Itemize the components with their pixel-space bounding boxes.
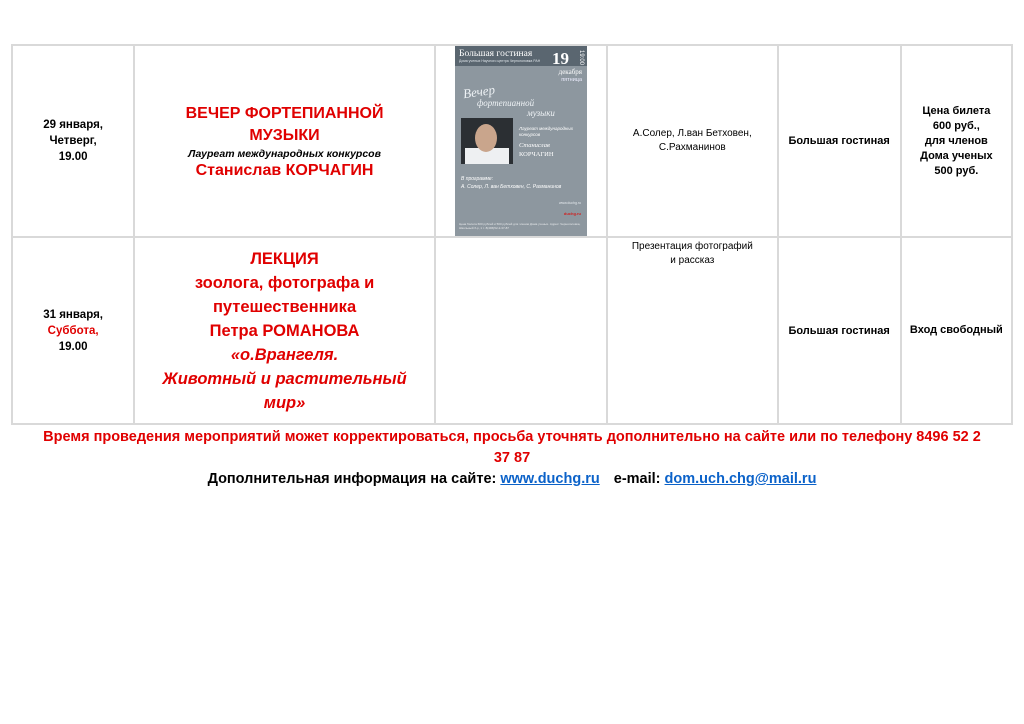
- program-cell: [607, 237, 777, 424]
- site-link[interactable]: www.duchg.ru: [500, 471, 600, 487]
- lecture-line: путешественника: [212, 297, 357, 316]
- poster-laureate: Лауреат международных конкурсов: [519, 126, 573, 137]
- lecture-topic-line: «о.Врангеля.: [230, 345, 339, 364]
- place-cell: Большая гостиная: [778, 237, 901, 424]
- lecture-line: Петра РОМАНОВА: [209, 321, 360, 340]
- price-line: 500 руб.: [934, 164, 979, 177]
- contact-info: [0, 469, 1024, 490]
- event-cell: [134, 237, 435, 424]
- program-line: С.Рахманинов: [658, 142, 726, 153]
- event-title-line: МУЗЫКИ: [249, 126, 320, 144]
- poster-logo: duchg.ru: [563, 211, 581, 216]
- poster-last-name: КОРЧАГИН: [519, 151, 554, 158]
- schedule-table: [11, 44, 1013, 425]
- event-date: 29 января,: [43, 119, 103, 131]
- poster-hall-sub: Дома ученых Научного центра Черноголовка РАН: [459, 59, 541, 63]
- poster-program: А. Солер, Л. ван Бетховен, С. Рахманинов: [461, 184, 562, 190]
- poster-program-label: В программе:: [461, 176, 494, 182]
- event-title-line: ВЕЧЕР ФОРТЕПИАННОЙ: [185, 104, 384, 122]
- price-cell: Вход свободный: [901, 237, 1012, 424]
- poster-month: декабря: [558, 68, 582, 76]
- email-label: e-mail:: [613, 471, 665, 487]
- event-subtitle: Лауреат международных конкурсов: [188, 147, 381, 160]
- schedule-warning: Время проведения мероприятий может корректироваться, просьба уточнять дополнительно на сайте или по телефону 8496 52 2 37 87: [43, 429, 981, 466]
- photo-face: [475, 124, 497, 152]
- event-time: 19.00: [58, 340, 88, 353]
- price-cell: [901, 45, 1012, 237]
- lecture-line: ЛЕКЦИЯ: [250, 249, 319, 268]
- event-time: 19.00: [58, 151, 88, 163]
- table-row: [12, 237, 1012, 424]
- poster-word-piano: фортепианной: [477, 98, 535, 108]
- program-line: А.Солер, Л.ван Бетховен,: [632, 128, 752, 139]
- poster-cell-empty: [435, 237, 607, 424]
- program-cell: [607, 45, 777, 237]
- event-weekday: Четверг,: [49, 135, 97, 147]
- poster-hall: Большая гостиная: [459, 49, 533, 59]
- program-line: Презентация фотографий: [631, 241, 753, 252]
- poster-first-name: Станислав: [519, 142, 550, 149]
- performer-photo: [461, 118, 513, 164]
- poster-day: 19: [552, 49, 569, 68]
- table-row: [12, 45, 1012, 237]
- program-line: и рассказ: [670, 255, 715, 266]
- email-link[interactable]: dom.uch.chg@mail.ru: [664, 471, 817, 487]
- event-weekday: Суббота,: [47, 324, 99, 337]
- poster-word-music: музыки: [527, 108, 555, 118]
- price-line: Дома ученых: [920, 149, 993, 162]
- event-performer: Станислав КОРЧАГИН: [195, 161, 374, 179]
- lecture-topic-line: мир»: [263, 393, 306, 412]
- date-cell: [12, 45, 134, 237]
- date-cell: [12, 237, 134, 424]
- footer-notes: [0, 427, 1024, 490]
- price-line: Цена билета: [922, 104, 991, 117]
- lecture-line: зоолога, фотографа и: [194, 273, 375, 292]
- event-cell: [134, 45, 435, 237]
- poster-word-evening: Вечер: [462, 81, 496, 102]
- event-title: [135, 103, 434, 147]
- price-line: для членов: [924, 134, 988, 147]
- poster-cell: [435, 45, 607, 237]
- lecture-topic-line: Животный и растительный: [162, 369, 407, 388]
- poster-time: 19:00: [578, 50, 584, 66]
- poster-weekday: пятница: [561, 77, 582, 83]
- event-date: 31 января,: [43, 308, 103, 321]
- concert-poster: [455, 46, 587, 236]
- info-label: Дополнительная информация на сайте:: [207, 471, 501, 487]
- poster-footer: Цена билета 600 рублей и 500 рублей для членов Дома ученых. Адрес: Черноголовка, Школьный б-р, 1 т. 8(496)52-2-37-87: [459, 222, 581, 230]
- place-cell: Большая гостиная: [778, 45, 901, 237]
- price-line: 600 руб.,: [932, 119, 980, 132]
- poster-site: www.duchg.ru: [559, 201, 581, 205]
